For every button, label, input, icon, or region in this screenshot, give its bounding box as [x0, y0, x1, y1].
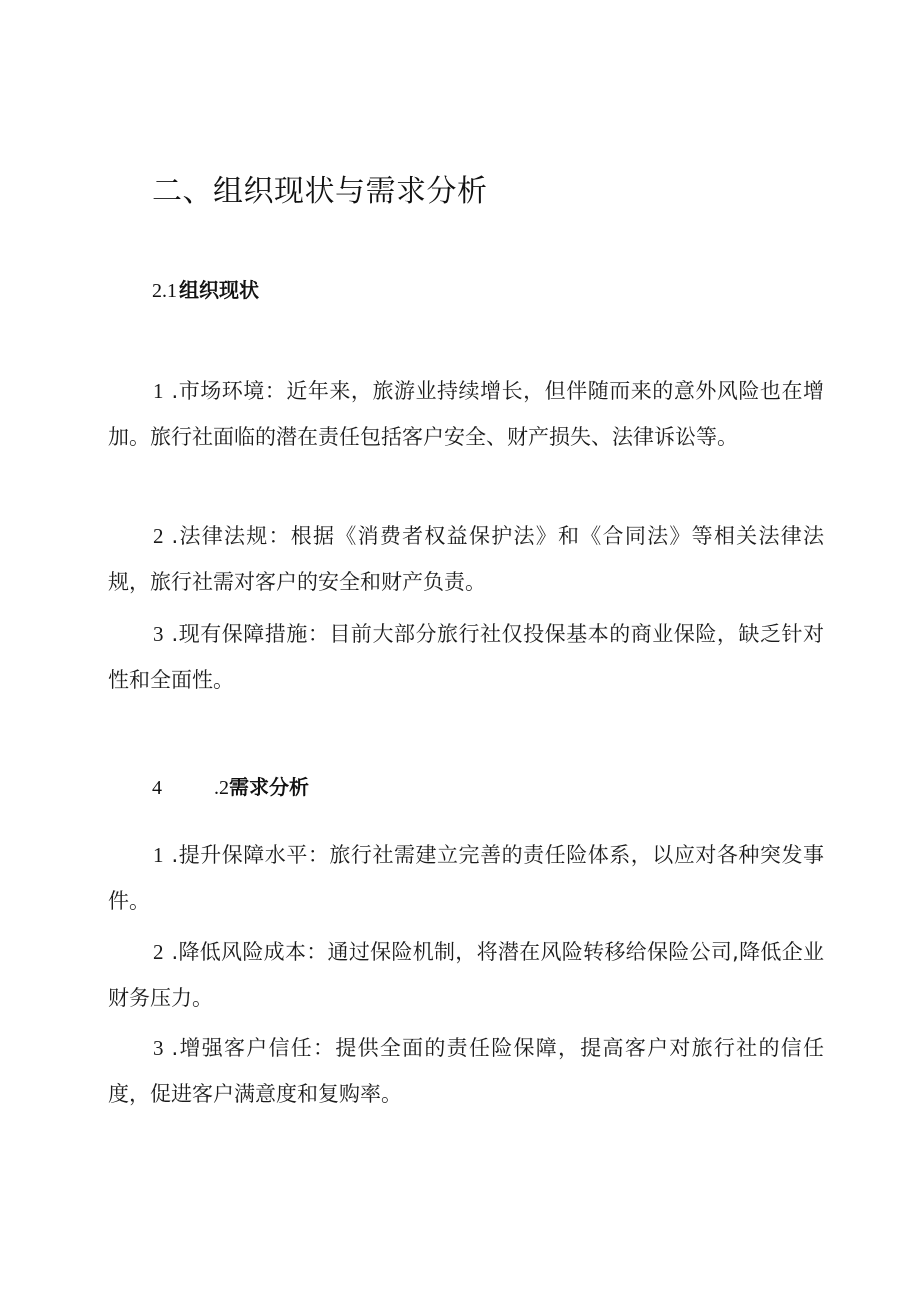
item-index: 2 [153, 524, 164, 548]
item-index: 1 [153, 843, 164, 867]
item-index: 1 [153, 379, 164, 403]
subsection-heading: 需求分析 [229, 775, 309, 799]
paragraph-existing-measures [108, 611, 824, 703]
subsection-title-current-status [152, 274, 259, 303]
paragraph-improve-protection [108, 832, 824, 924]
item-index: 3 [153, 1036, 164, 1060]
item-text: .提升保障水平：旅行社需建立完善的责任险体系，以应对各种突发事件。 [108, 843, 824, 913]
item-text: .法律法规：根据《消费者权益保护法》和《合同法》等相关法律法规，旅行社需对客户的安全和财产负责。 [108, 524, 824, 594]
item-text: .增强客户信任：提供全面的责任险保障，提高客户对旅行社的信任度，促进客户满意度和复购率。 [108, 1036, 824, 1106]
paragraph-reduce-risk-cost [108, 929, 824, 1021]
section-title: 二、组织现状与需求分析 [152, 174, 488, 209]
subsection-number: 2.1 [152, 280, 177, 302]
paragraph-laws-regulations [108, 513, 824, 605]
item-index: 2 [153, 940, 164, 964]
item-text: .市场环境：近年来，旅游业持续增长，但伴随而来的意外风险也在增加。旅行社面临的潜在责任包括客户安全、财产损失、法律诉讼等。 [108, 379, 824, 449]
item-text: .现有保障措施：目前大部分旅行社仅投保基本的商业保险，缺乏针对性和全面性。 [108, 622, 824, 692]
subsection-number-a: 4 [152, 777, 162, 799]
paragraph-enhance-trust [108, 1025, 824, 1117]
item-index: 3 [153, 622, 164, 646]
subsection-number-b: .2 [214, 777, 229, 799]
item-text: .降低风险成本：通过保险机制，将潜在风险转移给保险公司,降低企业财务压力。 [108, 940, 824, 1010]
paragraph-market-environment [108, 368, 824, 460]
subsection-title-needs-analysis [152, 771, 309, 800]
subsection-heading: 组织现状 [179, 278, 259, 302]
